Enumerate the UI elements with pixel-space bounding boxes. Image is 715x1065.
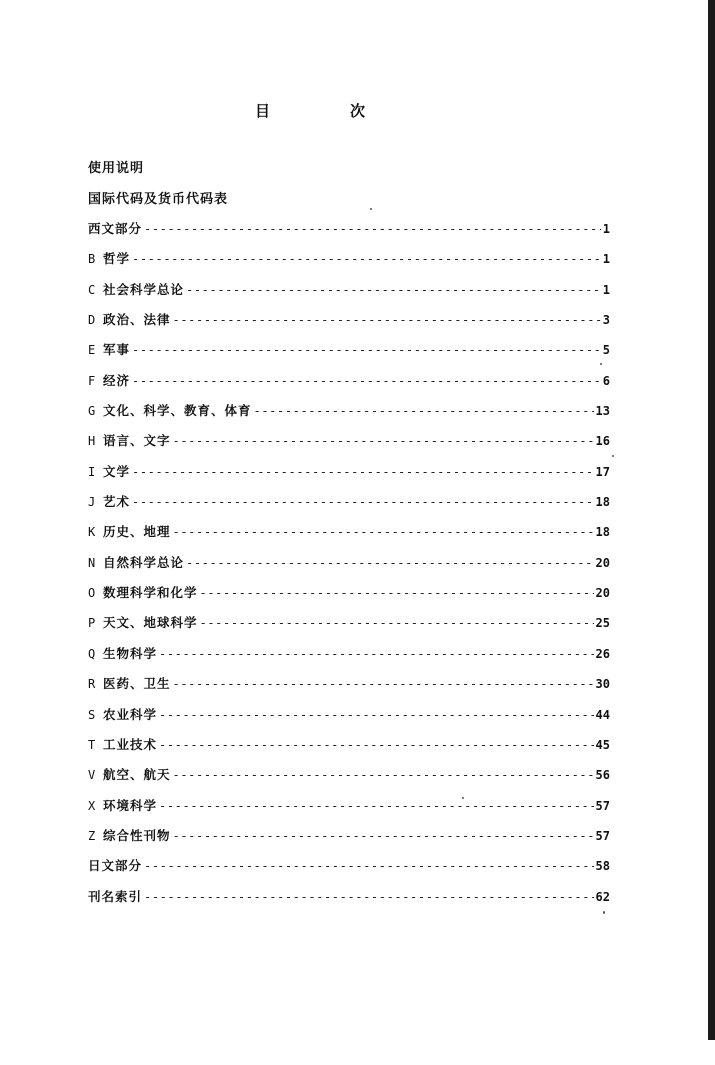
toc-dot-leader <box>186 282 601 298</box>
toc-page-number: 1 <box>602 282 610 297</box>
toc-class-code: R <box>88 677 96 692</box>
toc-entry-title: 自然科学总论 <box>103 554 185 570</box>
toc-dot-leader <box>159 798 594 814</box>
toc-entry-title: 文化、科学、教育、体育 <box>103 403 252 419</box>
toc-class-code: Q <box>88 646 96 661</box>
toc-entry <box>88 342 610 372</box>
toc-class-code: F <box>88 373 96 388</box>
toc-page-number: 56 <box>595 768 610 783</box>
scan-speck <box>612 455 614 457</box>
scan-speck <box>603 911 605 914</box>
scan-edge-shadow <box>708 0 715 1040</box>
currency-codes-heading: 国际代码及货币代码表 <box>88 192 229 207</box>
toc-page-number: 30 <box>595 677 610 692</box>
toc-entry <box>88 251 610 281</box>
toc-page-number: 57 <box>595 798 610 813</box>
toc-page-number: 18 <box>595 495 610 510</box>
toc-entry-title: 西文部分 <box>88 221 143 236</box>
toc-entry-title: 历史、地理 <box>103 524 171 540</box>
toc-class-code: G <box>88 404 96 419</box>
toc-entry-title: 日文部分 <box>88 858 143 874</box>
toc-page-number: 16 <box>595 434 610 449</box>
toc-entry-title: 艺术 <box>103 494 131 510</box>
toc-page-number: 17 <box>595 464 610 479</box>
toc-class-code: O <box>88 586 96 601</box>
toc-entry-title: 经济 <box>103 372 131 388</box>
toc-page-number: 20 <box>595 555 610 570</box>
toc-page-number: 5 <box>602 343 610 358</box>
toc-entry <box>88 555 610 585</box>
toc-dot-leader <box>132 373 601 389</box>
toc-dot-leader <box>159 707 594 723</box>
toc-class-code: D <box>88 313 96 328</box>
toc-class-code: Z <box>88 828 96 843</box>
toc-class-code: E <box>88 343 96 358</box>
toc-entry-title: 刊名索引 <box>88 888 143 904</box>
toc-dot-leader <box>144 889 594 905</box>
toc-entry <box>88 494 610 524</box>
toc-entry-title: 航空、航天 <box>103 767 171 783</box>
toc-dot-leader <box>173 676 594 692</box>
toc-entry <box>88 798 610 828</box>
toc-class-code: C <box>88 282 96 297</box>
toc-class-code: P <box>88 616 96 631</box>
toc-class-code: T <box>88 737 96 752</box>
toc-entry <box>88 282 610 312</box>
toc-class-code: H <box>88 434 96 449</box>
toc-dot-leader <box>132 494 594 510</box>
toc-entry <box>88 221 610 251</box>
scan-speck <box>462 797 464 799</box>
toc-entry-title: 数理科学和化学 <box>103 585 198 601</box>
toc-entry-title: 生物科学 <box>103 645 158 661</box>
toc-page-number: 18 <box>595 525 610 540</box>
toc-entry-title: 农业科学 <box>103 706 158 722</box>
toc-page-number: 44 <box>595 707 610 722</box>
toc-page-number: 25 <box>595 616 610 631</box>
toc-dot-leader <box>173 828 594 844</box>
toc-dot-leader <box>186 555 594 571</box>
toc-page-number: 3 <box>602 313 610 328</box>
toc-entry <box>88 646 610 676</box>
toc-entry <box>88 828 610 858</box>
toc-dot-leader <box>144 221 601 237</box>
toc-dot-leader <box>173 312 601 328</box>
toc-dot-leader <box>159 646 594 662</box>
toc-entry <box>88 403 610 433</box>
toc-dot-leader <box>144 858 594 874</box>
toc-dot-leader <box>132 251 601 267</box>
toc-class-code: S <box>88 707 96 722</box>
toc-entry <box>88 615 610 645</box>
toc-entry <box>88 585 610 615</box>
toc-entry-title: 哲学 <box>103 251 131 267</box>
toc-entry-title: 医药、卫生 <box>103 676 171 692</box>
toc-entry-title: 社会科学总论 <box>103 281 185 297</box>
toc-page-number: 20 <box>595 586 610 601</box>
toc-entry <box>88 889 610 919</box>
toc-entry <box>88 767 610 797</box>
toc-entry <box>88 433 610 463</box>
toc-entry-title: 文学 <box>103 463 131 479</box>
toc-page-number: 62 <box>595 889 610 904</box>
toc-entry-title: 综合性刊物 <box>103 827 171 843</box>
toc-page-number: 57 <box>595 828 610 843</box>
toc-dot-leader <box>173 524 594 540</box>
toc-class-code: I <box>88 464 96 479</box>
toc-entry <box>88 373 610 403</box>
toc-dot-leader <box>132 464 594 480</box>
toc-page-number: 45 <box>595 737 610 752</box>
toc-entry <box>88 524 610 554</box>
toc-page-number: 1 <box>602 222 610 236</box>
toc-class-code: J <box>88 495 96 510</box>
page-title <box>0 101 715 121</box>
toc-entry <box>88 858 610 888</box>
title-char-left: 目 <box>255 102 271 120</box>
toc-page-number: 1 <box>602 252 610 267</box>
toc-class-code: N <box>88 555 96 570</box>
toc-entry-title: 天文、地球科学 <box>103 615 198 631</box>
toc-class-code: V <box>88 768 96 783</box>
toc-entry <box>88 737 610 767</box>
toc-entry <box>88 312 610 342</box>
toc-dot-leader <box>173 767 594 783</box>
toc-dot-leader <box>132 342 601 358</box>
toc-class-code: X <box>88 798 96 813</box>
toc-entry-title: 语言、文字 <box>103 433 171 449</box>
toc-page-number: 26 <box>595 646 610 661</box>
toc-page-number: 58 <box>595 859 610 874</box>
toc-class-code: K <box>88 525 96 540</box>
toc-entry-title: 环境科学 <box>103 797 158 813</box>
toc-entry <box>88 464 610 494</box>
toc-dot-leader <box>200 585 594 601</box>
toc-dot-leader <box>173 433 594 449</box>
toc-entry-title: 工业技术 <box>103 736 158 752</box>
toc-dot-leader <box>159 737 594 753</box>
scan-speck <box>600 363 602 365</box>
scan-speck <box>370 208 372 210</box>
toc-dot-leader <box>254 403 594 419</box>
table-of-contents <box>88 221 610 919</box>
usage-notes-heading: 使用说明 <box>88 161 145 176</box>
toc-class-code: B <box>88 252 96 267</box>
toc-entry <box>88 676 610 706</box>
toc-dot-leader <box>200 615 594 631</box>
toc-page-number: 6 <box>602 373 610 388</box>
title-char-right: 次 <box>350 102 366 120</box>
toc-entry-title: 军事 <box>103 342 131 358</box>
toc-entry <box>88 707 610 737</box>
toc-page-number: 13 <box>595 404 610 419</box>
toc-entry-title: 政治、法律 <box>103 312 171 328</box>
